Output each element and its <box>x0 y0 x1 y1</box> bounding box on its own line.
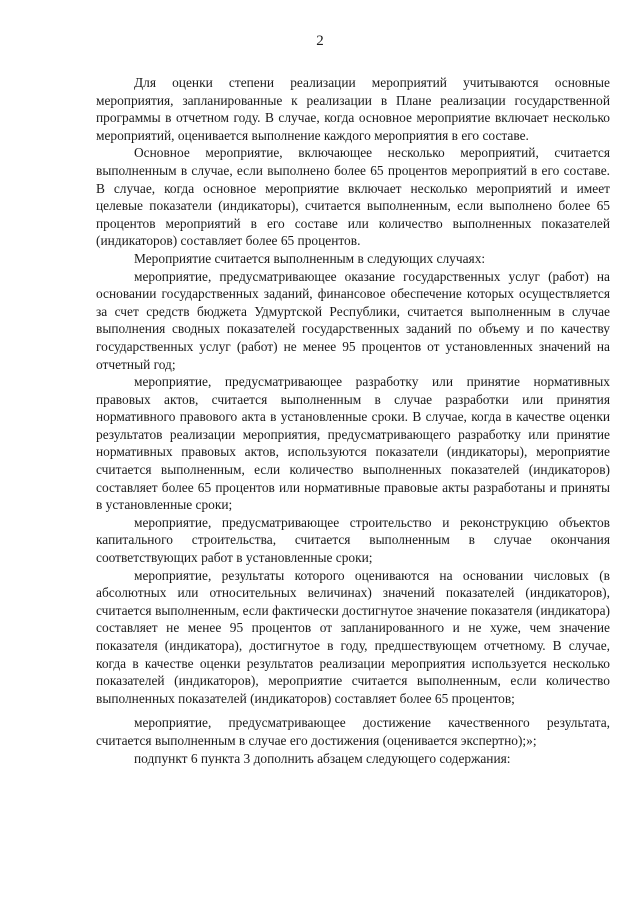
paragraph: Мероприятие считается выполненным в следующих случаях: <box>134 250 486 266</box>
document-body <box>96 74 610 767</box>
paragraph: мероприятие, предусматривающее оказание государственных услуг (работ) на основании государственных заданий, финансовое обеспечение которых осуществляется за счет средств бюджета Удмуртской Республики, считается выполненным в случае выполнения сводных показателей государственных заданий по объему и по качеству государственных услуг (работ) не менее 95 процентов от установленных значений на отчетный год; <box>96 268 610 372</box>
paragraph: Основное мероприятие, включающее несколько мероприятий, считается выполненным в случае, если выполнено более 65 процентов мероприятий в его составе. В случае, когда основное мероприятие включает несколько мероприятий и имеет целевые показатели (индикаторы), считается выполненным, если выполнено более 65 процентов мероприятий в его составе или количество выполненных показателей (индикаторов) составляет более 65 процентов. <box>96 145 610 249</box>
paragraph: Для оценки степени реализации мероприятий учитываются основные мероприятия, запланированные к реализации в Плане реализации государственной программы в отчетном году. В случае, когда основное мероприятие включает несколько мероприятий, оценивается выполнение каждого мероприятия в его составе. <box>96 75 610 143</box>
page-number: 2 <box>316 33 324 49</box>
paragraph: мероприятие, предусматривающее разработку или принятие нормативных правовых актов, считается выполненным в случае разработки или принятия нормативного правового акта в установленные сроки. В случае, когда в качестве оценки результатов реализации мероприятия, предусматривающего разработку или принятие нормативных правовых актов, используются показатели (индикаторы), мероприятие считается выполненным, если количество выполненных показателей (индикаторов) составляет более 65 процентов или нормативные правовые акты разработаны и приняты в установленные сроки; <box>96 374 610 513</box>
paragraph: мероприятие, предусматривающее достижение качественного результата, считается выполненным в случае его достижения (оценивается экспертно);»; <box>96 715 610 748</box>
paragraph: мероприятие, результаты которого оцениваются на основании числовых (в абсолютных или относительных величинах) значений показателей (индикаторов), считается выполненным, если фактически достигнутое значение показателя (индикатора) составляет не менее 95 процентов от запланированного и не хуже, чем значение показателя (индикатора), достигнутое в году, предшествующем отчетному. В случае, когда в качестве оценки результатов реализации мероприятия используется несколько показателей (индикаторов), мероприятие считается выполненным, если количество выполненных показателей (индикаторов) составляет более 65 процентов; <box>96 567 610 706</box>
paragraph: подпункт 6 пункта 3 дополнить абзацем следующего содержания: <box>134 750 511 766</box>
paragraph: мероприятие, предусматривающее строительство и реконструкцию объектов капитального строительства, считается выполненным в случае окончания соответствующих работ в установленные сроки; <box>96 514 610 566</box>
